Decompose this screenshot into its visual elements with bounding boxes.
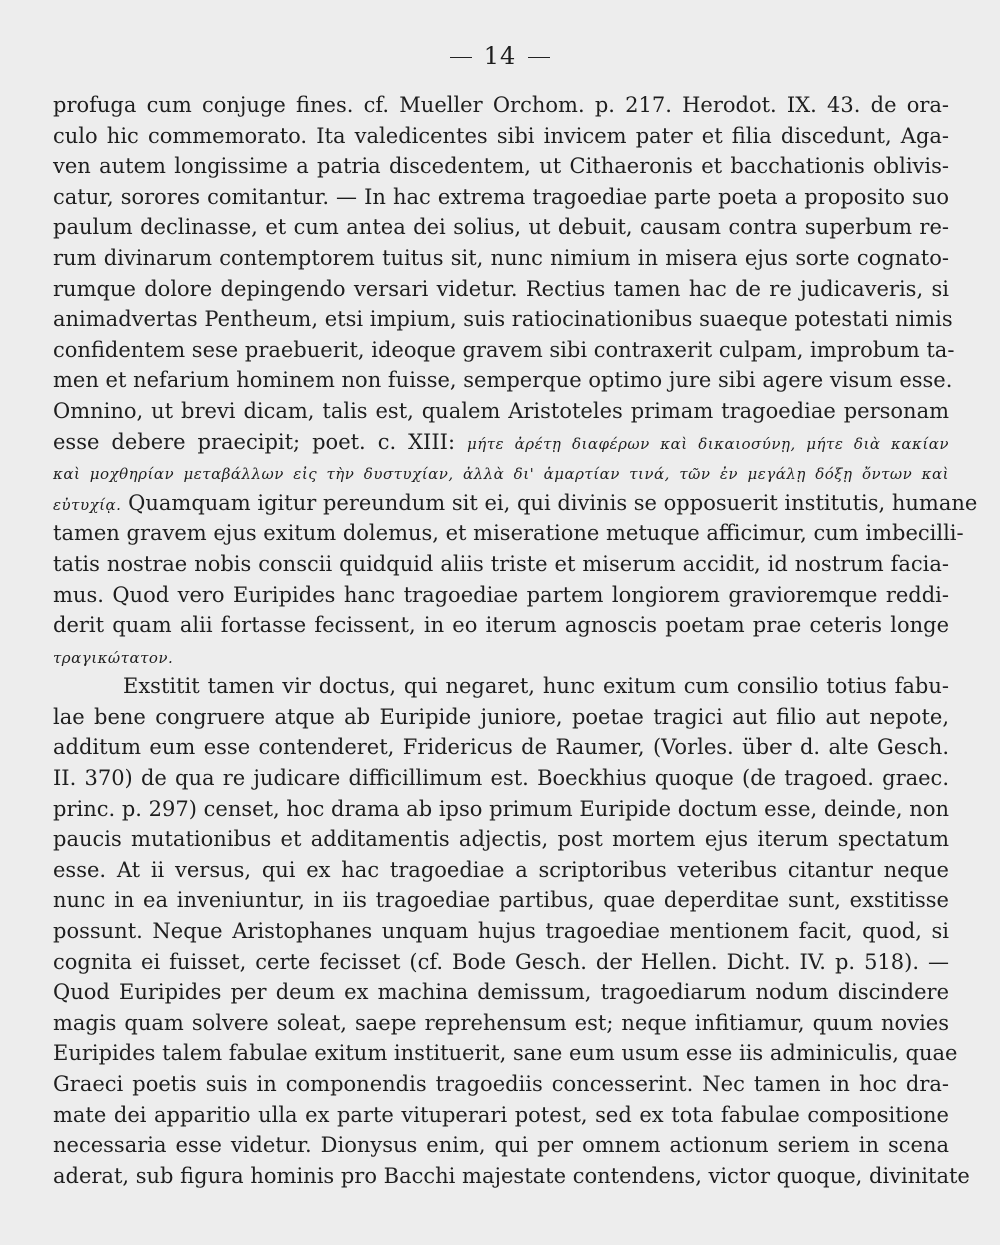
- text-line-mixed: [53, 488, 978, 519]
- text-line: cognita ei fuisset, certe fecisset (cf. Bode Gesch. der Hellen. Dicht. IV. p. 518). —: [53, 949, 949, 974]
- greek-quotation-line: [53, 457, 949, 488]
- text-line: tatis nostrae nobis conscii quidquid aliis triste et miserum accidit, id nostrum facia-: [53, 551, 949, 576]
- text-line: nunc in ea inveniuntur, in iis tragoediae partibus, quae deperditae sunt, exstitisse: [53, 888, 949, 913]
- text-line: II. 370) de qua re judicare difficillimum est. Boeckhius quoque (de tragoed. graec.: [53, 766, 949, 791]
- text-line: Quod Euripides per deum ex machina demissum, tragoediarum nodum discindere: [53, 980, 949, 1005]
- text-line: magis quam solvere soleat, saepe reprehensum est; neque infitiamur, quum novies: [53, 1010, 949, 1035]
- text-line: aderat, sub figura hominis pro Bacchi majestate contendens, victor quoque, divinitate: [53, 1163, 970, 1188]
- text-line: paucis mutationibus et additamentis adjectis, post mortem ejus iterum spectatum: [53, 827, 949, 852]
- text-line: necessaria esse videtur. Dionysus enim, qui per omnem actionum seriem in scena: [53, 1133, 949, 1158]
- text-line: ven autem longissime a patria discedentem, ut Cithaeronis et bacchationis oblivis-: [53, 154, 949, 179]
- page-number: 14: [483, 42, 517, 70]
- text-line: lae bene congruere atque ab Euripide juniore, poetae tragici aut filio aut nepote,: [53, 704, 949, 729]
- text-line: profuga cum conjuge fines. cf. Mueller Orchom. p. 217. Herodot. IX. 43. de ora-: [53, 93, 949, 117]
- text-line: catur, sorores comitantur. — In hac extrema tragoediae parte poeta a proposito suo: [53, 184, 949, 209]
- text-line: rum divinarum contemptorem tuitus sit, nunc nimium in misera ejus sorte cognato-: [53, 245, 949, 270]
- text-line: Euripides talem fabulae exitum instituerit, sane eum usum esse iis adminiculis, quae: [53, 1041, 958, 1066]
- paragraph-start: Exstitit tamen vir doctus, qui negaret, hunc exitum cum consilio totius fabu-: [123, 674, 949, 699]
- latin-segment: esse debere praecipit; poet. c. XIII:: [53, 429, 456, 454]
- text-line: culo hic commemorato. Ita valedicentes sibi invicem pater et filia discedunt, Aga-: [53, 123, 949, 148]
- header-dash-left: [450, 57, 472, 59]
- text-line: men et nefarium hominem non fuisse, semperque optimo jure sibi agere visum esse.: [53, 368, 953, 393]
- greek-quotation: εὐτυχίᾳ.: [53, 495, 122, 514]
- latin-segment: Quamquam igitur pereundum sit ei, qui divinis se opposuerit institutis, humane: [128, 490, 978, 515]
- text-line: esse. At ii versus, qui ex hac tragoediae a scriptoribus veteribus citantur neque: [53, 857, 949, 882]
- page-number-header: [0, 41, 1000, 71]
- greek-quotation: καὶ μοχθηρίαν μεταβάλλων εἰς τὴν δυστυχίαν, ἀλλὰ δι' ἁμαρτίαν τινά, τῶν ἐν μεγάλῃ δόξῃ ὄντων καὶ: [53, 465, 949, 484]
- text-line: possunt. Neque Aristophanes unquam hujus tragoediae mentionem facit, quod, si: [53, 919, 949, 944]
- text-line: Graeci poetis suis in componendis tragoediis concesserint. Nec tamen in hoc dra-: [53, 1072, 949, 1096]
- text-line: princ. p. 297) censet, hoc drama ab ipso primum Euripide doctum esse, deinde, non: [53, 796, 949, 821]
- text-line: confidentem sese praebuerit, ideoque gravem sibi contraxerit culpam, improbum ta-: [53, 337, 955, 362]
- text-line: tamen gravem ejus exitum dolemus, et miseratione metuque afficimur, cum imbecilli-: [53, 521, 964, 546]
- greek-word: τραγικώτατον.: [53, 648, 174, 667]
- header-dash-right: [528, 57, 550, 59]
- text-line: animadvertas Pentheum, etsi impium, suis ratiocinationibus suaeque potestati nimis: [53, 307, 953, 332]
- body-text: [53, 90, 978, 1191]
- text-line-mixed: [53, 427, 949, 458]
- text-line: additum eum esse contenderet, Fridericus de Raumer, (Vorles. über d. alte Gesch.: [53, 735, 949, 760]
- greek-quotation: μήτε ἀρέτῃ διαφέρων καὶ δικαιοσύνῃ, μήτε διὰ κακίαν: [466, 434, 949, 453]
- text-line: Omnino, ut brevi dicam, talis est, qualem Aristoteles primam tragoediae personam: [53, 398, 949, 423]
- text-line: [53, 641, 949, 672]
- text-line: derit quam alii fortasse fecissent, in eo iterum agnoscis poetam prae ceteris longe: [53, 613, 949, 638]
- text-line: rumque dolore depingendo versari videtur. Rectius tamen hac de re judicaveris, si: [53, 276, 949, 301]
- text-line: mus. Quod vero Euripides hanc tragoediae partem longiorem gravioremque reddi-: [53, 582, 949, 607]
- text-line: paulum declinasse, et cum antea dei solius, ut debuit, causam contra superbum re-: [53, 215, 949, 240]
- text-line: mate dei apparitio ulla ex parte vituperari potest, sed ex tota fabulae compositione: [53, 1102, 949, 1127]
